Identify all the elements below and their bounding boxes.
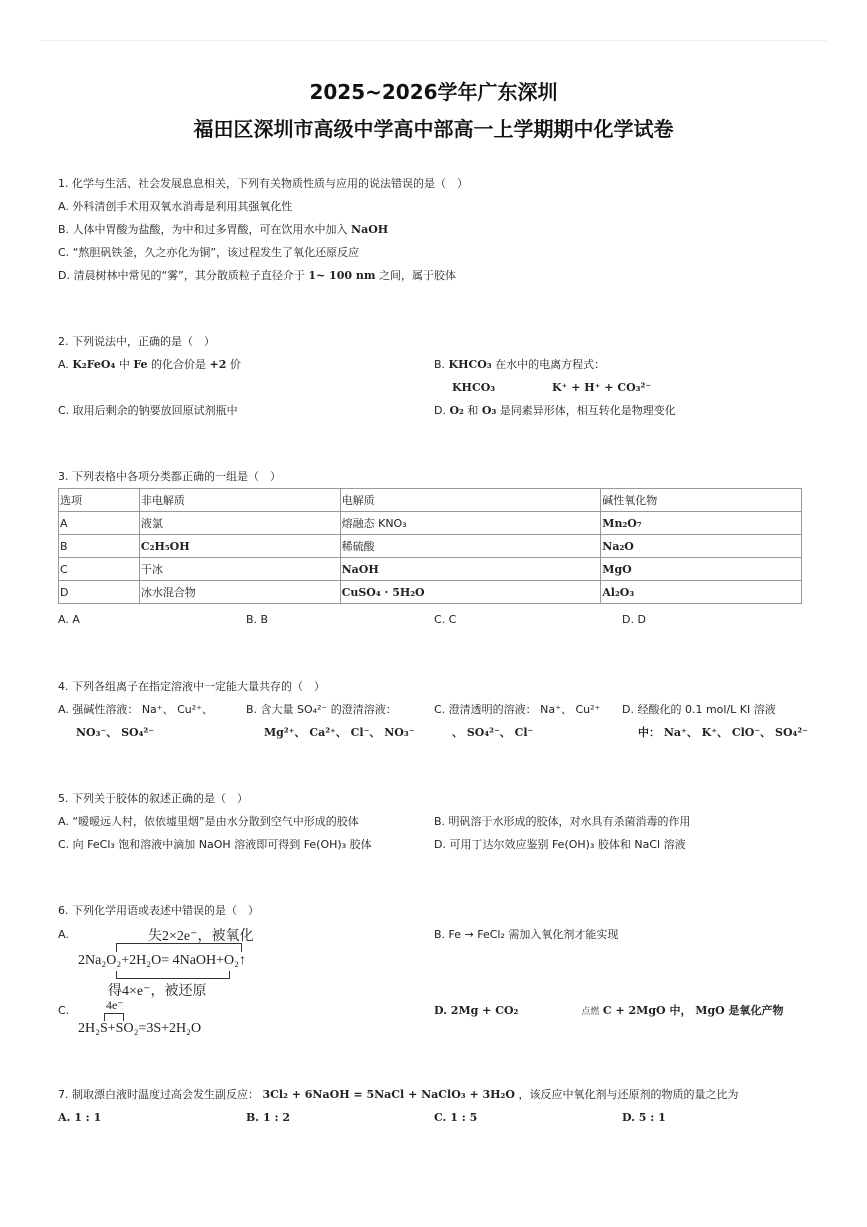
q3-table-row xyxy=(59,558,802,581)
q3-option-c[interactable]: C. C xyxy=(434,613,457,626)
q6-option-b[interactable]: B. Fe → FeCl₂ 需加入氧化剂才能实现 xyxy=(434,928,619,941)
q6-c-electron-label: 4e⁻ xyxy=(106,998,124,1012)
q7-stem xyxy=(58,1088,738,1102)
q7-stem-text: 7. 制取漂白液时温度过高会发生副反应： xyxy=(58,1088,259,1101)
q3-header-cell: 电解质 xyxy=(340,489,601,512)
q6-option-d-condition: 点燃 xyxy=(581,1007,600,1017)
q2-option-a[interactable] xyxy=(58,358,241,372)
q3-header-cell: 碱性氧化物 xyxy=(601,489,802,512)
q3-cell: Al₂O₃ xyxy=(601,581,802,604)
q2-option-d[interactable] xyxy=(434,404,676,418)
q7-option-d[interactable]: D. 5 : 1 xyxy=(622,1111,666,1124)
q7-option-b[interactable]: B. 1 : 2 xyxy=(246,1111,290,1124)
q6-a-equation: 2Na₂O₂+2H₂O= 4NaOH+O₂↑ xyxy=(78,953,247,968)
q2-option-d-o3: O₃ xyxy=(481,404,497,417)
q2-option-b-text: 在水中的电离方程式： xyxy=(495,358,606,371)
q3-cell: B xyxy=(59,535,140,558)
q2-option-a-label: A. xyxy=(58,358,69,371)
q3-cell: A xyxy=(59,512,140,535)
q3-option-d[interactable]: D. D xyxy=(622,613,646,626)
q4-option-a-line2: NO₃⁻、 SO₄²⁻ xyxy=(76,726,155,739)
q6-c-equation: 2H₂S+SO₂=3S+2H₂O xyxy=(78,1021,202,1036)
q4-option-d[interactable]: D. 经酸化的 0.1 mol/L KI 溶液 xyxy=(622,703,776,716)
q1-option-b-formula: NaOH xyxy=(351,223,389,236)
q3-cell: D xyxy=(59,581,140,604)
q4-option-c[interactable]: C. 澄清透明的溶液： Na⁺、 Cu²⁺ xyxy=(434,703,601,716)
q1-option-b-text: B. 人体中胃酸为盐酸，为中和过多胃酸，可在饮用水中加入 xyxy=(58,223,348,236)
q2-option-b[interactable] xyxy=(434,358,605,372)
q3-table-row xyxy=(59,581,802,604)
q2-b-equation-right: K⁺ + H⁺ + CO₃²⁻ xyxy=(552,381,652,394)
q5-option-a[interactable]: A. “暧暧远人村，依依墟里烟”是由水分散到空气中形成的胶体 xyxy=(58,815,359,828)
q4-option-a[interactable]: A. 强碱性溶液： Na⁺、 Cu²⁺、 xyxy=(58,703,213,716)
q3-cell: Na₂O xyxy=(601,535,802,558)
q2-option-c[interactable]: C. 取用后剩余的钠要放回原试剂瓶中 xyxy=(58,404,238,417)
q6-a-electron-loss-label: 失2×2e⁻，被氧化 xyxy=(148,929,254,944)
q1-option-c[interactable]: C. “熬胆矾铁釜，久之亦化为铜”，该过程发生了氧化还原反应 xyxy=(58,246,360,259)
q3-option-a[interactable]: A. A xyxy=(58,613,80,626)
q1-option-d-text2: 之间，属于胶体 xyxy=(379,269,456,282)
q3-stem: 3. 下列表格中各项分类都正确的一组是（ ） xyxy=(58,470,281,483)
q2-option-a-text: 中 xyxy=(118,358,130,371)
q3-cell: Mn₂O₇ xyxy=(601,512,802,535)
q3-cell: 干冰 xyxy=(139,558,340,581)
q3-option-b[interactable]: B. B xyxy=(246,613,269,626)
top-divider xyxy=(40,40,827,41)
q2-option-d-text: 是同素异形体，相互转化是物理变化 xyxy=(499,404,676,417)
q6-a-top-bracket xyxy=(116,943,242,952)
q6-option-a[interactable]: A. xyxy=(58,928,69,941)
q3-cell: MgO xyxy=(601,558,802,581)
q1-option-d-text: D. 清晨树林中常见的“雾”，其分散质粒子直径介于 xyxy=(58,269,305,282)
q3-table-row xyxy=(59,512,802,535)
q3-cell: CuSO₄ · 5H₂O xyxy=(340,581,601,604)
q4-option-b-line2: Mg²⁺、 Ca²⁺、 Cl⁻、 NO₃⁻ xyxy=(264,726,415,739)
q3-cell: C₂H₅OH xyxy=(139,535,340,558)
q2-option-a-value: +2 xyxy=(209,358,227,371)
page-title-line2: 福田区深圳市高级中学高中部高一上学期期中化学试卷 xyxy=(193,117,674,141)
q2-option-b-label: B. xyxy=(434,358,446,371)
q5-option-b[interactable]: B. 明矾溶于水形成的胶体，对水具有杀菌消毒的作用 xyxy=(434,815,691,828)
q6-option-c[interactable]: C. xyxy=(58,1004,70,1017)
q3-cell: C xyxy=(59,558,140,581)
q6-stem: 6. 下列化学用语或表述中错误的是（ ） xyxy=(58,904,259,917)
q3-cell: 熔融态 KNO₃ xyxy=(340,512,601,535)
q3-cell: 稀硫酸 xyxy=(340,535,601,558)
q2-option-a-text2: 的化合价是 xyxy=(151,358,207,371)
q7-option-a[interactable]: A. 1 : 1 xyxy=(58,1111,102,1124)
q5-option-c[interactable]: C. 向 FeCl₃ 饱和溶液中滴加 NaOH 溶液即可得到 Fe(OH)₃ 胶体 xyxy=(58,838,372,851)
q4-option-c-line2: 、 SO₄²⁻、 Cl⁻ xyxy=(452,726,534,739)
q2-option-b-formula: KHCO₃ xyxy=(448,358,492,371)
q1-option-d[interactable] xyxy=(58,269,456,283)
q3-cell: 冰水混合物 xyxy=(139,581,340,604)
q2-option-d-and: 和 xyxy=(467,404,479,417)
q1-option-d-range: 1~ 100 nm xyxy=(308,269,376,282)
q6-a-bottom-bracket xyxy=(116,971,230,979)
q1-stem: 1. 化学与生活、社会发展息息相关，下列有关物质性质与应用的说法错误的是（ ） xyxy=(58,177,468,190)
page-title-line1: 2025~2026学年广东深圳 xyxy=(309,80,558,104)
q3-cell: 液氯 xyxy=(139,512,340,535)
q3-cell: NaOH xyxy=(340,558,601,581)
q2-option-a-formula: K₂FeO₄ xyxy=(72,358,116,371)
q6-option-d-rhs: C + 2MgO 中， MgO 是氧化产物 xyxy=(602,1004,784,1017)
q3-header-cell: 非电解质 xyxy=(139,489,340,512)
q3-table-header-row xyxy=(59,489,802,512)
q2-stem: 2. 下列说法中，正确的是（ ） xyxy=(58,335,215,348)
q6-option-d-lhs: D. 2Mg + CO₂ xyxy=(434,1004,519,1017)
q3-header-cell: 选项 xyxy=(59,489,140,512)
q5-stem: 5. 下列关于胶体的叙述正确的是（ ） xyxy=(58,792,248,805)
q4-option-b[interactable]: B. 含大量 SO₄²⁻ 的澄清溶液： xyxy=(246,703,397,716)
q1-option-a[interactable]: A. 外科清创手术用双氧水消毒是利用其强氧化性 xyxy=(58,200,293,213)
q7-option-c[interactable]: C. 1 : 5 xyxy=(434,1111,478,1124)
q6-option-d[interactable] xyxy=(434,1004,784,1019)
q4-stem: 4. 下列各组离子在指定溶液中一定能大量共存的（ ） xyxy=(58,680,325,693)
q2-option-d-o2: O₂ xyxy=(449,404,464,417)
q3-table xyxy=(58,488,802,604)
q5-option-d[interactable]: D. 可用丁达尔效应鉴别 Fe(OH)₃ 胶体和 NaCl 溶液 xyxy=(434,838,686,851)
q2-option-a-text3: 价 xyxy=(229,358,241,371)
q2-option-d-label: D. xyxy=(434,404,446,417)
q6-a-electron-gain-label: 得4×e⁻，被还原 xyxy=(108,984,207,999)
q7-stem-text2: ，该反应中氧化剂与还原剂的物质的量之比为 xyxy=(518,1088,739,1101)
q3-table-row xyxy=(59,535,802,558)
q6-c-bracket xyxy=(104,1013,124,1021)
q2-b-equation-left: KHCO₃ xyxy=(452,381,496,394)
q1-option-b[interactable] xyxy=(58,223,388,237)
q4-option-d-line2: 中： Na⁺、 K⁺、 ClO⁻、 SO₄²⁻ xyxy=(638,726,808,739)
q7-stem-equation: 3Cl₂ + 6NaOH = 5NaCl + NaClO₃ + 3H₂O xyxy=(262,1088,515,1101)
q2-option-a-fe: Fe xyxy=(133,358,148,371)
